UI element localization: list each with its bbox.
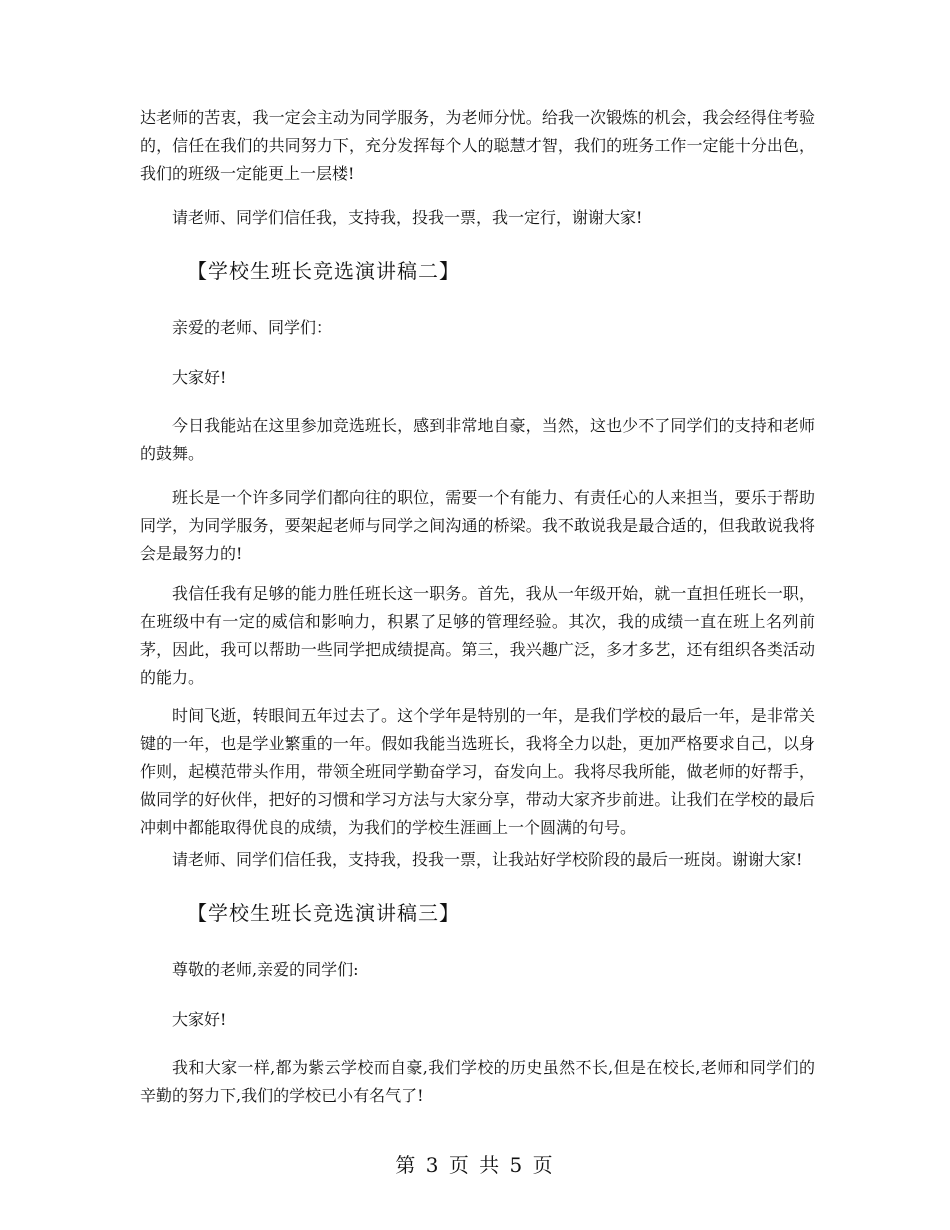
section-heading-2: 【学校生班长竞选演讲稿二】 bbox=[187, 259, 460, 283]
page-number-footer: 第 3 页 共 5 页 bbox=[395, 1153, 555, 1177]
paragraph-greeting-2: 大家好! bbox=[172, 368, 227, 387]
paragraph-closing-1: 请老师、同学们信任我，支持我，投我一票，我一定行，谢谢大家! bbox=[172, 208, 643, 227]
paragraph-intro-2: 今日我能站在这里参加竞选班长，感到非常地自豪，当然，这也少不了同学们的支持和老师的鼓舞。 bbox=[140, 416, 815, 463]
section-heading-3: 【学校生班长竞选演讲稿三】 bbox=[187, 901, 460, 925]
paragraph-closing-2: 请老师、同学们信任我，支持我，投我一票，让我站好学校阶段的最后一班岗。谢谢大家! bbox=[172, 850, 803, 869]
paragraph-intro-3: 我和大家一样,都为紫云学校而自豪,我们学校的历史虽然不长,但是在校长,老师和同学们的辛勤的努力下,我们的学校已小有名气了! bbox=[140, 1058, 815, 1105]
paragraph-continuation: 达老师的苦衷，我一定会主动为同学服务，为老师分忧。给我一次锻炼的机会，我会经得住考验的，信任在我们的共同努力下，充分发挥每个人的聪慧才智，我们的班务工作一定能十分出色，我们的班级一定能更上一层楼! bbox=[140, 108, 815, 183]
paragraph-salutation-2: 亲爱的老师、同学们： bbox=[172, 318, 333, 337]
paragraph-role-2: 班长是一个许多同学们都向往的职位，需要一个有能力、有责任心的人来担当，要乐于帮助同学，为同学服务，要架起老师与同学之间沟通的桥梁。我不敢说我是最合适的，但我敢说我将会是最努力的! bbox=[140, 488, 815, 563]
paragraph-qualifications-2: 我信任我有足够的能力胜任班长这一职务。首先，我从一年级开始，就一直担任班长一职，在班级中有一定的威信和影响力，积累了足够的管理经验。其次，我的成绩一直在班上名列前茅，因此，我可以帮助一些同学把成绩提高。第三，我兴趣广泛，多才多艺，还有组织各类活动的能力。 bbox=[140, 584, 815, 687]
paragraph-salutation-3: 尊敬的老师,亲爱的同学们: bbox=[172, 960, 359, 979]
paragraph-greeting-3: 大家好! bbox=[172, 1010, 227, 1029]
paragraph-plan-2: 时间飞逝，转眼间五年过去了。这个学年是特别的一年，是我们学校的最后一年，是非常关键的一年，也是学业繁重的一年。假如我能当选班长，我将全力以赴，更加严格要求自己，以身作则，起模范带头作用，带领全班同学勤奋学习，奋发向上。我将尽我所能，做老师的好帮手，做同学的好伙伴，把好的习惯和学习方法与大家分享，带动大家齐步前进。让我们在学校的最后冲刺中都能取得优良的成绩，为我们的学校生涯画上一个圆满的句号。 bbox=[140, 706, 815, 837]
